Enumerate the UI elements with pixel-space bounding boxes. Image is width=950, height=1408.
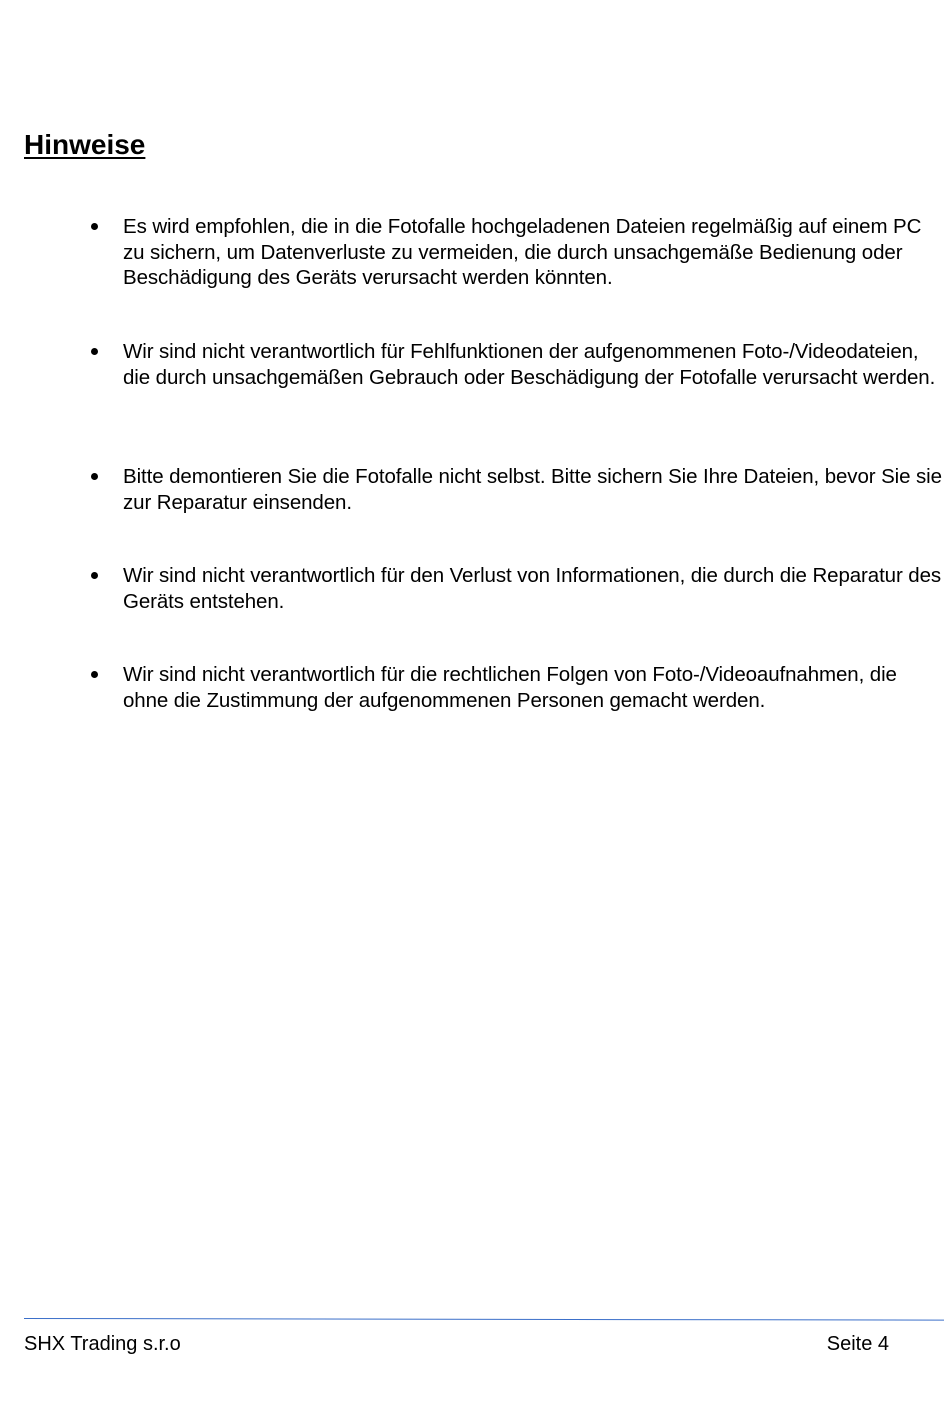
bullet-icon	[91, 348, 98, 355]
bullet-icon	[91, 473, 98, 480]
bullet-icon	[91, 671, 98, 678]
footer-divider	[24, 1318, 944, 1321]
bullet-icon	[91, 572, 98, 579]
page-heading: Hinweise	[24, 129, 146, 160]
footer-company: SHX Trading s.r.o	[24, 1333, 181, 1355]
bullet-icon	[91, 223, 98, 230]
note-text: Wir sind nicht verantwortlich für die rechtlichen Folgen von Foto-/Videoaufnahmen, die ohne die Zustimmung der aufgenommenen Personen gemacht werden.	[123, 663, 897, 712]
footer-page-number: Seite 4	[826, 1333, 889, 1355]
note-text: Wir sind nicht verantwortlich für den Verlust von Informationen, die durch die Reparatur des Geräts entstehen.	[123, 564, 942, 613]
note-text: Es wird empfohlen, die in die Fotofalle hochgeladenen Dateien regelmäßig auf einem PC zu sichern, um Datenverluste zu vermeiden, die durch unsachgemäße Bedienung oder Beschädigung des Geräts verursacht werden könnten.	[123, 215, 922, 289]
note-text: Wir sind nicht verantwortlich für Fehlfunktionen der aufgenommenen Foto-/Videodateien, die durch unsachgemäßen Gebrauch oder Beschädigung der Fotofalle verursacht werden.	[123, 340, 936, 389]
note-text: Bitte demontieren Sie die Fotofalle nicht selbst. Bitte sichern Sie Ihre Dateien, bevor Sie sie zur Reparatur einsenden.	[123, 465, 942, 514]
